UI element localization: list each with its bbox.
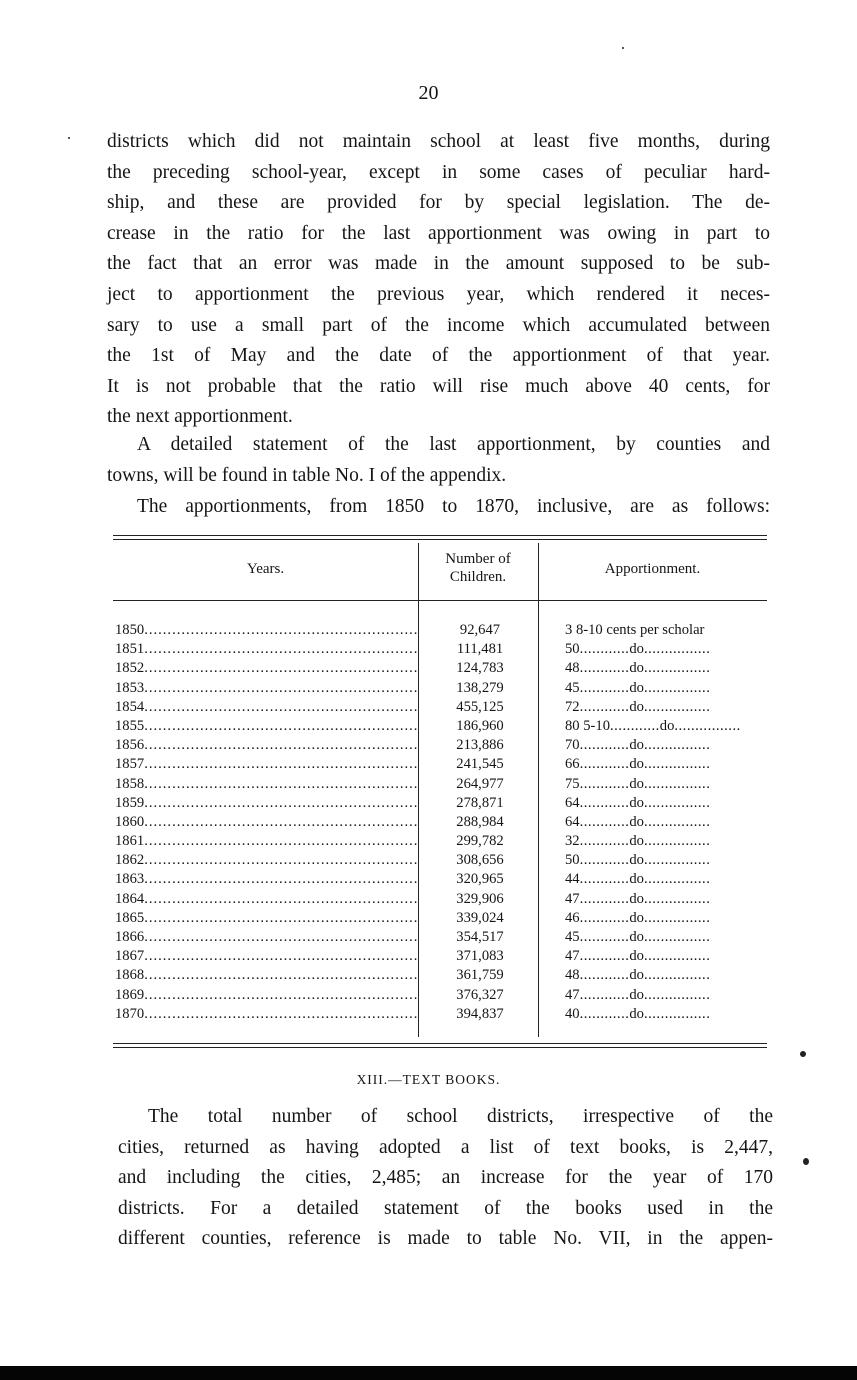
scan-edge-bar xyxy=(0,1366,857,1380)
children-cell: 111,481 xyxy=(456,641,504,658)
children-cell: 308,656 xyxy=(456,852,504,869)
table-row xyxy=(113,890,767,909)
header-years: Years. xyxy=(246,561,285,577)
children-cell: 371,083 xyxy=(456,948,504,965)
apportionment-value: 45 xyxy=(565,929,580,945)
page-number: 20 xyxy=(418,82,439,104)
children-cell: 264,977 xyxy=(456,775,504,792)
apportionment-cell xyxy=(565,909,767,928)
header-rule xyxy=(113,600,767,601)
year-value: 1850 xyxy=(115,622,145,638)
children-cell: 92,647 xyxy=(459,622,501,638)
children-cell: 278,871 xyxy=(456,794,504,811)
apportionment-cell xyxy=(565,928,767,947)
year-value: 1854 xyxy=(115,698,145,715)
year-cell xyxy=(115,755,417,774)
apportionment-value: 72 xyxy=(565,698,580,715)
text-line: the 1st of May and the date of the apportionment of that year. xyxy=(107,345,770,367)
ditto-mark: do xyxy=(629,641,644,658)
ditto-mark: do xyxy=(629,1005,644,1022)
text-line: It is not probable that the ratio will rise much above 40 cents, for xyxy=(107,375,770,397)
year-value: 1852 xyxy=(115,660,145,677)
table-row xyxy=(113,640,767,659)
year-value: 1869 xyxy=(115,986,145,1003)
table-row xyxy=(113,966,767,985)
year-value: 1853 xyxy=(115,679,145,696)
apportionment-value: 32 xyxy=(565,833,580,850)
children-cell: 186,960 xyxy=(456,717,504,734)
ditto-mark: do xyxy=(629,756,644,773)
ditto-mark: do xyxy=(629,794,644,811)
apportionment-cell xyxy=(565,755,767,774)
apportionment-value: 47 xyxy=(565,986,580,1003)
paragraph-apportionments-intro xyxy=(107,492,770,523)
table-row xyxy=(113,775,767,794)
year-value: 1866 xyxy=(115,929,145,945)
year-value: 1860 xyxy=(115,813,145,830)
year-cell xyxy=(115,813,417,832)
ditto-mark: do xyxy=(629,833,644,850)
text-line: towns, will be found in table No. I of the appendix. xyxy=(107,464,507,486)
year-cell xyxy=(115,947,417,966)
children-cell: 376,327 xyxy=(456,986,504,1003)
year-value: 1865 xyxy=(115,909,145,926)
year-value: 1863 xyxy=(115,871,145,888)
table-row xyxy=(113,947,767,966)
text-line: The apportionments, from 1850 to 1870, inclusive, are as follows: xyxy=(137,496,770,517)
paragraph-detailed-statement xyxy=(107,430,770,491)
year-cell xyxy=(115,928,417,947)
ditto-mark: do xyxy=(629,871,644,888)
text-line: ship, and these are provided for by special legislation. The de- xyxy=(107,192,770,214)
year-value: 1859 xyxy=(115,794,145,811)
text-line: sary to use a small part of the income which accumulated between xyxy=(107,314,770,336)
apportionment-value: 48 xyxy=(565,967,580,984)
apportionment-cell xyxy=(565,832,767,851)
apportionment-value: 45 xyxy=(565,679,580,696)
ditto-mark: do xyxy=(629,986,644,1003)
table-row xyxy=(113,621,767,640)
apportionment-cell xyxy=(565,621,767,640)
year-cell xyxy=(115,775,417,794)
children-cell: 354,517 xyxy=(456,929,504,945)
children-cell: 213,886 xyxy=(456,737,504,754)
year-value: 1858 xyxy=(115,775,145,792)
paragraph-text-books xyxy=(118,1102,773,1255)
children-cell: 361,759 xyxy=(456,967,504,984)
children-cell: 455,125 xyxy=(456,698,504,715)
header-apportionment: Apportionment. xyxy=(604,561,701,577)
table-row xyxy=(113,870,767,889)
year-cell xyxy=(115,736,417,755)
text-line: the preceding school-year, except in some cases of peculiar hard- xyxy=(107,161,770,183)
year-cell xyxy=(115,621,417,640)
apportionment-cell xyxy=(565,947,767,966)
apportionment-cell xyxy=(565,736,767,755)
text-line: cities, returned as having adopted a list of text books, is 2,447, xyxy=(118,1136,773,1158)
text-line: and including the cities, 2,485; an increase for the year of 170 xyxy=(118,1167,773,1189)
year-cell xyxy=(115,870,417,889)
header-children-line: Number of xyxy=(445,551,511,567)
ink-speck xyxy=(803,1158,809,1165)
apportionment-cell xyxy=(565,717,767,736)
ditto-mark: do xyxy=(659,717,675,734)
apportionment-cell xyxy=(565,851,767,870)
paragraph-ratio xyxy=(107,127,770,433)
table-row xyxy=(113,698,767,717)
children-cell: 138,279 xyxy=(456,679,504,696)
year-value: 1855 xyxy=(115,717,145,734)
text-line: the fact that an error was made in the amount supposed to be sub- xyxy=(107,253,770,275)
ditto-mark: do xyxy=(629,852,644,869)
children-cell: 288,984 xyxy=(456,813,504,830)
text-line: districts which did not maintain school at least five months, during xyxy=(107,131,770,152)
apportionment-value: 48 xyxy=(565,660,580,677)
table-body xyxy=(113,621,767,1024)
children-cell: 329,906 xyxy=(456,890,504,907)
ditto-mark: do xyxy=(629,948,644,965)
children-cell: 394,837 xyxy=(456,1005,504,1022)
year-cell xyxy=(115,851,417,870)
table-row xyxy=(113,1005,767,1024)
ditto-mark: do xyxy=(629,775,644,792)
ditto-mark: do xyxy=(629,698,644,715)
text-line: districts. For a detailed statement of the books used in the xyxy=(118,1197,773,1219)
table-row xyxy=(113,832,767,851)
apportionment-value: 75 xyxy=(565,775,580,792)
header-children xyxy=(418,550,538,586)
apportionment-value: 64 xyxy=(565,794,580,811)
ditto-mark: do xyxy=(629,813,644,830)
ditto-mark: do xyxy=(629,909,644,926)
ditto-mark: do xyxy=(629,890,644,907)
header-children-line: Children. xyxy=(449,569,507,585)
table-row xyxy=(113,851,767,870)
apportionment-cell xyxy=(565,679,767,698)
table-row xyxy=(113,794,767,813)
apportionment-value: 50 xyxy=(565,852,580,869)
year-value: 1851 xyxy=(115,641,145,658)
apportionment-value: 46 xyxy=(565,909,580,926)
year-cell xyxy=(115,640,417,659)
apportionment-cell xyxy=(565,870,767,889)
table-row xyxy=(113,813,767,832)
ditto-mark: do xyxy=(629,967,644,984)
year-value: 1856 xyxy=(115,737,145,754)
year-value: 1862 xyxy=(115,852,145,869)
apportionment-value: 64 xyxy=(565,813,580,830)
text-line: ject to apportionment the previous year, which rendered it neces- xyxy=(107,283,770,305)
ditto-mark: do xyxy=(629,660,644,677)
year-cell xyxy=(115,717,417,736)
year-cell xyxy=(115,966,417,985)
year-cell xyxy=(115,659,417,678)
apportionment-cell xyxy=(565,986,767,1005)
year-cell xyxy=(115,1005,417,1024)
table-row xyxy=(113,755,767,774)
table-row xyxy=(113,659,767,678)
apportionment-cell xyxy=(565,890,767,909)
ink-speck xyxy=(800,1051,806,1057)
apportionment-value: 50 xyxy=(565,641,580,658)
apportionment-cell xyxy=(565,775,767,794)
year-cell xyxy=(115,986,417,1005)
table-row xyxy=(113,928,767,947)
ditto-mark: do xyxy=(629,679,644,696)
ink-speck xyxy=(68,137,70,139)
year-cell xyxy=(115,698,417,717)
children-cell: 299,782 xyxy=(456,833,504,850)
children-cell: 320,965 xyxy=(456,871,504,888)
children-cell: 124,783 xyxy=(456,660,504,677)
year-value: 1868 xyxy=(115,967,145,984)
apportionment-value: 47 xyxy=(565,948,580,965)
table-row xyxy=(113,679,767,698)
apportionment-value: 47 xyxy=(565,890,580,907)
apportionment-cell xyxy=(565,794,767,813)
section-heading: XIII.—TEXT BOOKS. xyxy=(356,1072,501,1087)
table-top-rule xyxy=(113,535,767,536)
table-bottom-rule xyxy=(113,1043,767,1044)
table-row xyxy=(113,717,767,736)
year-cell xyxy=(115,679,417,698)
year-value: 1857 xyxy=(115,756,145,773)
year-cell xyxy=(115,794,417,813)
year-value: 1867 xyxy=(115,948,145,965)
text-line: different counties, reference is made to table No. VII, in the appen- xyxy=(118,1228,773,1250)
table-top-rule xyxy=(113,539,767,540)
ditto-mark: do xyxy=(629,929,644,945)
ditto-mark: do xyxy=(629,737,644,754)
text-line: the next apportionment. xyxy=(107,406,293,428)
table-row xyxy=(113,909,767,928)
year-value: 1864 xyxy=(115,890,145,907)
apportionment-cell xyxy=(565,813,767,832)
apportionment-value: 66 xyxy=(565,756,580,773)
apportionment-cell xyxy=(565,659,767,678)
year-cell xyxy=(115,909,417,928)
year-cell xyxy=(115,832,417,851)
year-cell xyxy=(115,890,417,909)
apportionment-value: 3 8-10 cents per scholar xyxy=(565,622,705,638)
table-row xyxy=(113,986,767,1005)
text-line: crease in the ratio for the last apportionment was owing in part to xyxy=(107,222,770,244)
apportionment-cell xyxy=(565,1005,767,1024)
apportionment-cell xyxy=(565,966,767,985)
apportionment-value: 70 xyxy=(565,737,580,754)
children-cell: 241,545 xyxy=(456,756,504,773)
apportionment-cell xyxy=(565,698,767,717)
year-value: 1861 xyxy=(115,833,145,850)
apportionment-value: 44 xyxy=(565,871,580,888)
apportionment-cell xyxy=(565,640,767,659)
table-row xyxy=(113,736,767,755)
children-cell: 339,024 xyxy=(456,909,504,926)
text-line: A detailed statement of the last apportionment, by counties and xyxy=(137,434,770,455)
apportionment-value: 40 xyxy=(565,1005,580,1022)
ink-speck xyxy=(622,47,624,49)
apportionment-value: 80 5-10 xyxy=(565,717,610,734)
year-value: 1870 xyxy=(115,1005,145,1022)
table-bottom-rule xyxy=(113,1047,767,1048)
text-line: The total number of school districts, irrespective of the xyxy=(148,1106,773,1127)
